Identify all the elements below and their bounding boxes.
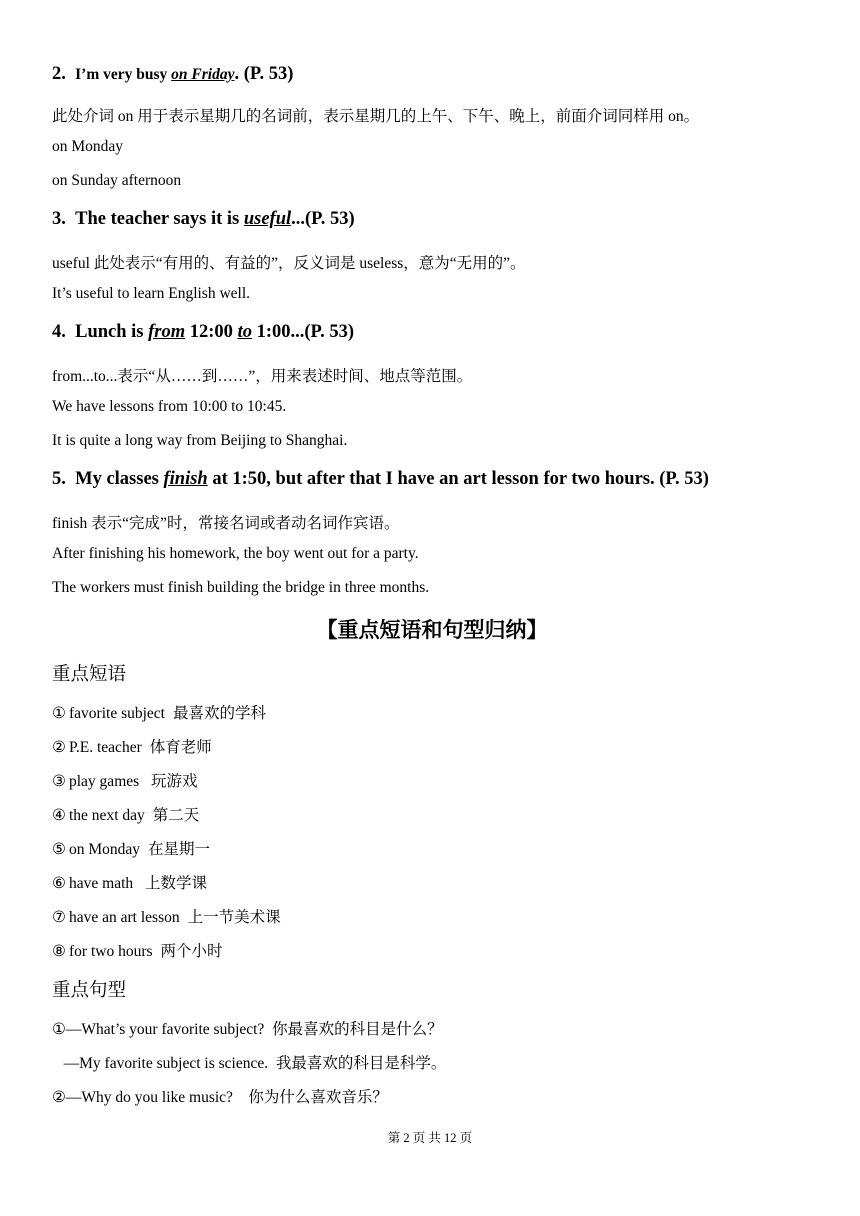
phrase-item: ⑥ have math 上数学课: [52, 875, 208, 892]
explanation-line: finish 表示“完成”时，常接名词或者动名词作宾语。: [52, 515, 400, 532]
example-line: After finishing his homework, the boy went out for a party.: [52, 545, 419, 562]
explanation-line: 此处介词 on 用于表示星期几的名词前，表示星期几的上午、下午、晚上，前面介词同样用 on。: [52, 108, 700, 125]
example-line: We have lessons from 10:00 to 10:45.: [52, 398, 287, 415]
example-line: It is quite a long way from Beijing to Shanghai.: [52, 432, 348, 449]
page-footer: 第 2 页 共 12 页: [387, 1131, 473, 1145]
section-title: 【重点短语和句型归纳】: [316, 618, 548, 642]
example-line: The workers must finish building the bridge in three months.: [52, 579, 430, 596]
sentence-line: —My favorite subject is science. 我最喜欢的科目是科学。: [52, 1055, 447, 1072]
point-heading: 4. Lunch is from 12:00 to 1:00...(P. 53): [52, 322, 355, 342]
phrase-item: ③ play games 玩游戏: [52, 773, 198, 790]
example-line: on Monday: [52, 138, 124, 155]
point-heading: 2. I’m very busy on Friday. (P. 53): [52, 64, 294, 84]
explanation-line: useful 此处表示“有用的、有益的”，反义词是 useless，意为“无用的”。: [52, 255, 526, 272]
example-line: on Sunday afternoon: [52, 172, 182, 189]
phrase-item: ⑦ have an art lesson 上一节美术课: [52, 909, 281, 926]
example-line: It’s useful to learn English well.: [52, 285, 251, 302]
phrase-item: ⑧ for two hours 两个小时: [52, 943, 223, 960]
point-heading: 5. My classes finish at 1:50, but after that I have an art lesson for two hours. (P. 53): [52, 469, 709, 489]
point-heading: 3. The teacher says it is useful...(P. 53): [52, 209, 355, 229]
explanation-line: from...to...表示“从……到……”，用来表述时间、地点等范围。: [52, 368, 473, 385]
phrase-item: ⑤ on Monday 在星期一: [52, 841, 211, 858]
phrase-item: ④ the next day 第二天: [52, 807, 200, 824]
sentences-title: 重点句型: [52, 980, 127, 1001]
sentence-line: ②—Why do you like music? 你为什么喜欢音乐？: [52, 1089, 388, 1106]
phrase-item: ① favorite subject 最喜欢的学科: [52, 705, 266, 722]
phrases-title: 重点短语: [52, 664, 127, 685]
phrase-item: ② P.E. teacher 体育老师: [52, 739, 212, 756]
sentence-line: ①—What’s your favorite subject? 你最喜欢的科目是什么？: [52, 1021, 443, 1038]
